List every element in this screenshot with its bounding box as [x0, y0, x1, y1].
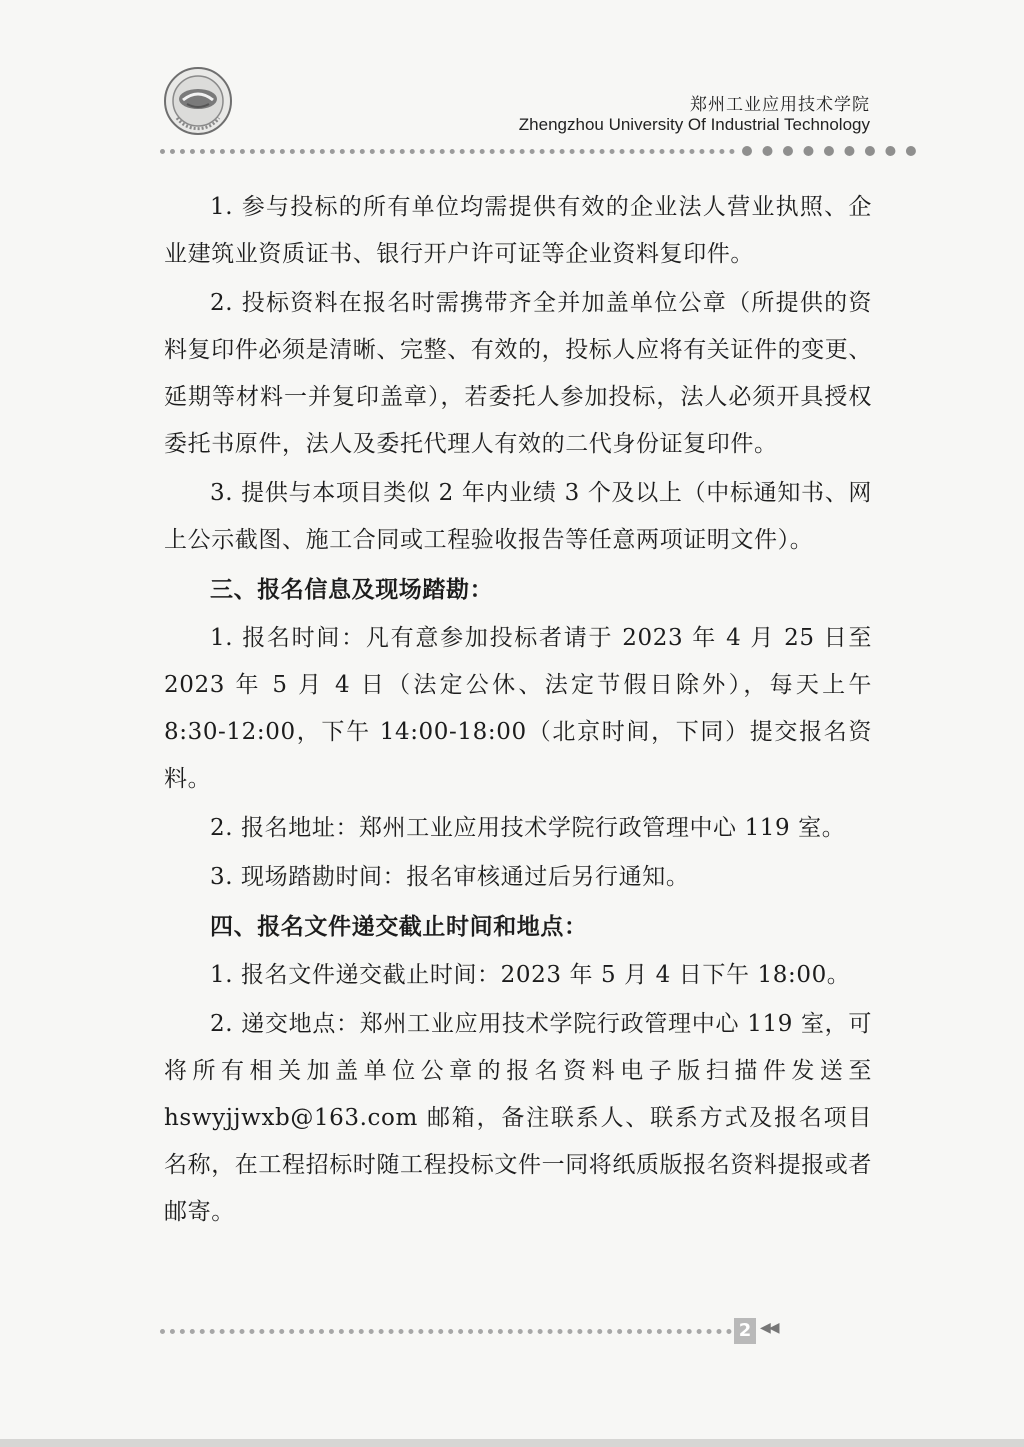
- section-heading: 三、报名信息及现场踏勘：: [210, 576, 494, 603]
- section-heading: 四、报名文件递交截止时间和地点：: [210, 913, 588, 940]
- paragraph: 2. 递交地点：郑州工业应用技术学院行政管理中心 119 室，可将所有相关加盖单位公章的报名资料电子版扫描件发送至 hswyjjwxb@163.com 邮箱，备注联系人、联系方式及报名项目名称，在工程招标时随工程投标文件一同将纸质版报名资料提报或者邮寄。: [164, 1011, 872, 1225]
- header-divider-accent: [742, 146, 916, 156]
- paragraph: 2. 投标资料在报名时需携带齐全并加盖单位公章（所提供的资料复印件必须是清晰、完整、有效的，投标人应将有关证件的变更、延期等材料一并复印盖章），若委托人参加投标，法人必须开具授权委托书原件，法人及委托代理人有效的二代身份证复印件。: [164, 290, 872, 457]
- paragraph: 1. 报名文件递交截止时间：2023 年 5 月 4 日下午 18:00。: [210, 962, 851, 988]
- header-divider: [160, 149, 735, 154]
- school-seal-logo: [163, 66, 233, 136]
- school-name-chinese: 郑州工业应用技术学院: [690, 95, 870, 115]
- page-number: 2: [734, 1318, 756, 1344]
- document-body: [164, 184, 872, 1238]
- paragraph: 2. 报名地址：郑州工业应用技术学院行政管理中心 119 室。: [210, 815, 846, 841]
- paragraph: 3. 现场踏勘时间：报名审核通过后另行通知。: [210, 864, 690, 890]
- paragraph: 1. 参与投标的所有单位均需提供有效的企业法人营业执照、企业建筑业资质证书、银行开户许可证等企业资料复印件。: [164, 194, 872, 267]
- footer-divider: [160, 1329, 732, 1334]
- school-name-english: Zhengzhou University Of Industrial Technology: [518, 115, 870, 134]
- page-arrows-icon: ◀◀: [760, 1320, 778, 1336]
- paragraph: 1. 报名时间：凡有意参加投标者请于 2023 年 4 月 25 日至 2023 年 5 月 4 日（法定公休、法定节假日除外），每天上午 8:30-12:00，下午 14:00-18:00（北京时间，下同）提交报名资料。: [164, 625, 872, 792]
- scan-edge: [0, 1439, 1024, 1447]
- paragraph: 3. 提供与本项目类似 2 年内业绩 3 个及以上（中标通知书、网上公示截图、施工合同或工程验收报告等任意两项证明文件）。: [164, 480, 872, 553]
